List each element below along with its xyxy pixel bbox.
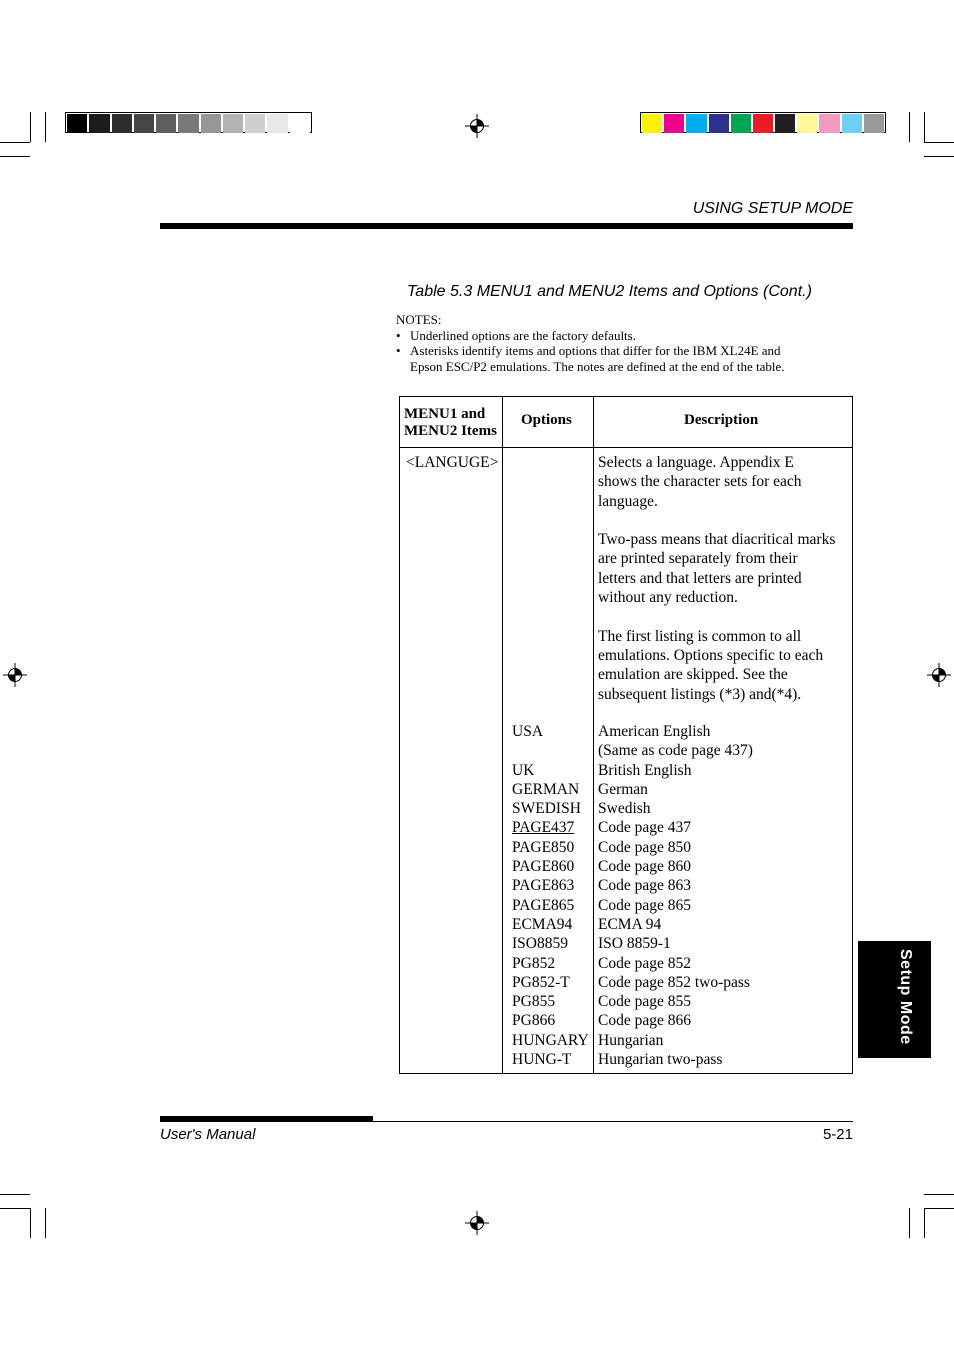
column-header-items-line: MENU2 Items bbox=[404, 423, 497, 439]
crop-mark bbox=[924, 156, 954, 157]
crop-mark bbox=[0, 1194, 30, 1195]
registration-mark-icon bbox=[927, 663, 951, 687]
color-swatch bbox=[842, 114, 862, 133]
section-tab bbox=[858, 941, 931, 1058]
notes bbox=[396, 312, 856, 374]
crop-mark bbox=[45, 1208, 46, 1238]
registration-mark-icon bbox=[3, 663, 27, 687]
column-header-items-line: MENU1 and bbox=[404, 406, 486, 422]
description-line: The first listing is common to all bbox=[598, 627, 802, 645]
description-line: without any reduction. bbox=[598, 589, 738, 607]
option-value: PAGE863 bbox=[512, 877, 575, 895]
option-description: Code page 860 bbox=[598, 858, 691, 876]
menu-items-table bbox=[399, 396, 853, 1074]
bullet-icon: • bbox=[396, 343, 401, 358]
crop-mark bbox=[924, 142, 954, 143]
column-divider bbox=[593, 397, 594, 1073]
color-swatch bbox=[686, 114, 706, 133]
color-swatch bbox=[201, 114, 221, 133]
column-divider bbox=[502, 397, 503, 1073]
column-header-items bbox=[404, 406, 497, 440]
description-line bbox=[598, 511, 835, 530]
option-value: GERMAN bbox=[512, 780, 580, 798]
color-swatch bbox=[223, 114, 243, 133]
color-bar bbox=[640, 112, 886, 133]
option-value: PAGE437 bbox=[512, 819, 575, 837]
header-divider bbox=[400, 447, 852, 448]
color-swatch bbox=[112, 114, 132, 133]
bullet-icon: • bbox=[396, 327, 401, 343]
color-swatch bbox=[797, 114, 817, 133]
option-value: HUNGARY bbox=[512, 1031, 589, 1049]
note-item bbox=[396, 343, 856, 359]
description-line: are printed separately from their bbox=[598, 550, 798, 568]
description-line: letters and that letters are printed bbox=[598, 569, 802, 587]
option-description: Code page 866 bbox=[598, 1012, 691, 1030]
option-description: Code page 850 bbox=[598, 838, 691, 856]
crop-mark bbox=[0, 142, 30, 143]
color-swatch bbox=[664, 114, 684, 133]
option-description: Code page 855 bbox=[598, 993, 691, 1011]
page-number: 5-21 bbox=[822, 1126, 853, 1143]
option-value: UK bbox=[512, 761, 535, 779]
crop-mark bbox=[924, 1194, 954, 1195]
crop-mark bbox=[0, 156, 30, 157]
option-description: Hungarian two-pass bbox=[598, 1051, 723, 1069]
option-value: PAGE865 bbox=[512, 896, 575, 914]
option-description: Code page 437 bbox=[598, 819, 691, 837]
column-header-options: Options bbox=[521, 412, 572, 428]
note-text: Underlined options are the factory defaults. bbox=[410, 327, 636, 343]
color-swatch bbox=[67, 114, 87, 133]
option-description: British English bbox=[598, 761, 692, 779]
color-swatch bbox=[819, 114, 839, 133]
option-description: Code page 852 bbox=[598, 954, 691, 972]
description-line bbox=[598, 607, 835, 626]
crop-mark bbox=[924, 1208, 925, 1238]
option-description: (Same as code page 437) bbox=[598, 742, 753, 760]
option-description: Code page 865 bbox=[598, 896, 691, 914]
running-header: USING SETUP MODE bbox=[692, 200, 853, 217]
options-list bbox=[512, 722, 589, 1069]
color-swatch bbox=[178, 114, 198, 133]
color-swatch bbox=[267, 114, 287, 133]
descriptions-list bbox=[598, 722, 753, 1069]
notes-heading: NOTES: bbox=[396, 312, 442, 327]
note-text: Asterisks identify items and options that differ for the IBM XL24E and bbox=[410, 343, 781, 358]
option-description: Code page 863 bbox=[598, 877, 691, 895]
color-swatch bbox=[709, 114, 729, 133]
option-description: Hungarian bbox=[598, 1031, 664, 1049]
color-swatch bbox=[290, 114, 310, 133]
option-value bbox=[512, 741, 589, 760]
option-description: Code page 852 two-pass bbox=[598, 973, 750, 991]
description-line: subsequent listings (*3) and(*4). bbox=[598, 685, 802, 703]
color-swatch bbox=[89, 114, 109, 133]
color-swatch bbox=[156, 114, 176, 133]
note-item-continuation bbox=[396, 359, 856, 375]
footer-title: User's Manual bbox=[160, 1126, 256, 1143]
color-swatch bbox=[642, 114, 662, 133]
option-value: ECMA94 bbox=[512, 915, 573, 933]
crop-mark bbox=[909, 112, 910, 142]
option-value: PG866 bbox=[512, 1012, 556, 1030]
option-description: ISO 8859-1 bbox=[598, 935, 671, 953]
column-header-description: Description bbox=[684, 412, 759, 428]
table-title: Table 5.3 MENU1 and MENU2 Items and Options (Cont.) bbox=[407, 283, 812, 300]
description-line: emulations. Options specific to each bbox=[598, 646, 824, 664]
option-value: USA bbox=[512, 723, 544, 740]
option-value: PG855 bbox=[512, 993, 556, 1011]
intro-description bbox=[598, 453, 835, 704]
option-description: ECMA 94 bbox=[598, 915, 662, 933]
option-value: HUNG-T bbox=[512, 1051, 572, 1069]
crop-mark bbox=[30, 112, 31, 142]
option-value: PAGE860 bbox=[512, 858, 575, 876]
description-line: shows the character sets for each bbox=[598, 473, 802, 491]
option-value: PG852 bbox=[512, 954, 556, 972]
section-tab-label: Setup Mode bbox=[897, 949, 914, 1045]
registration-mark-icon bbox=[465, 1211, 489, 1235]
color-swatch bbox=[245, 114, 265, 133]
option-value: SWEDISH bbox=[512, 800, 581, 818]
registration-mark-icon bbox=[465, 114, 489, 138]
crop-mark bbox=[924, 112, 925, 142]
option-description: Swedish bbox=[598, 800, 651, 818]
crop-mark bbox=[924, 1208, 954, 1209]
color-swatch bbox=[864, 114, 884, 133]
option-value: PG852-T bbox=[512, 973, 570, 991]
crop-mark bbox=[30, 1208, 31, 1238]
header-rule bbox=[160, 223, 853, 229]
option-description: American English bbox=[598, 723, 711, 740]
option-value: PAGE850 bbox=[512, 838, 575, 856]
description-line: emulation are skipped. See the bbox=[598, 666, 788, 684]
crop-mark bbox=[0, 1208, 30, 1209]
color-swatch bbox=[753, 114, 773, 133]
color-swatch bbox=[775, 114, 795, 133]
menu-item-name: <LANGUGE> bbox=[406, 454, 499, 471]
description-line: Two-pass means that diacritical marks bbox=[598, 531, 836, 549]
crop-mark bbox=[909, 1208, 910, 1238]
description-line: Selects a language. Appendix E bbox=[598, 454, 794, 471]
note-item bbox=[396, 328, 856, 344]
option-value: ISO8859 bbox=[512, 935, 568, 953]
option-description: German bbox=[598, 780, 648, 798]
note-text: Epson ESC/P2 emulations. The notes are defined at the end of the table. bbox=[410, 358, 785, 374]
footer-rule bbox=[160, 1121, 853, 1122]
description-line: language. bbox=[598, 492, 658, 510]
color-swatch bbox=[731, 114, 751, 133]
color-swatch bbox=[134, 114, 154, 133]
crop-mark bbox=[45, 112, 46, 142]
grayscale-bar bbox=[65, 112, 312, 133]
